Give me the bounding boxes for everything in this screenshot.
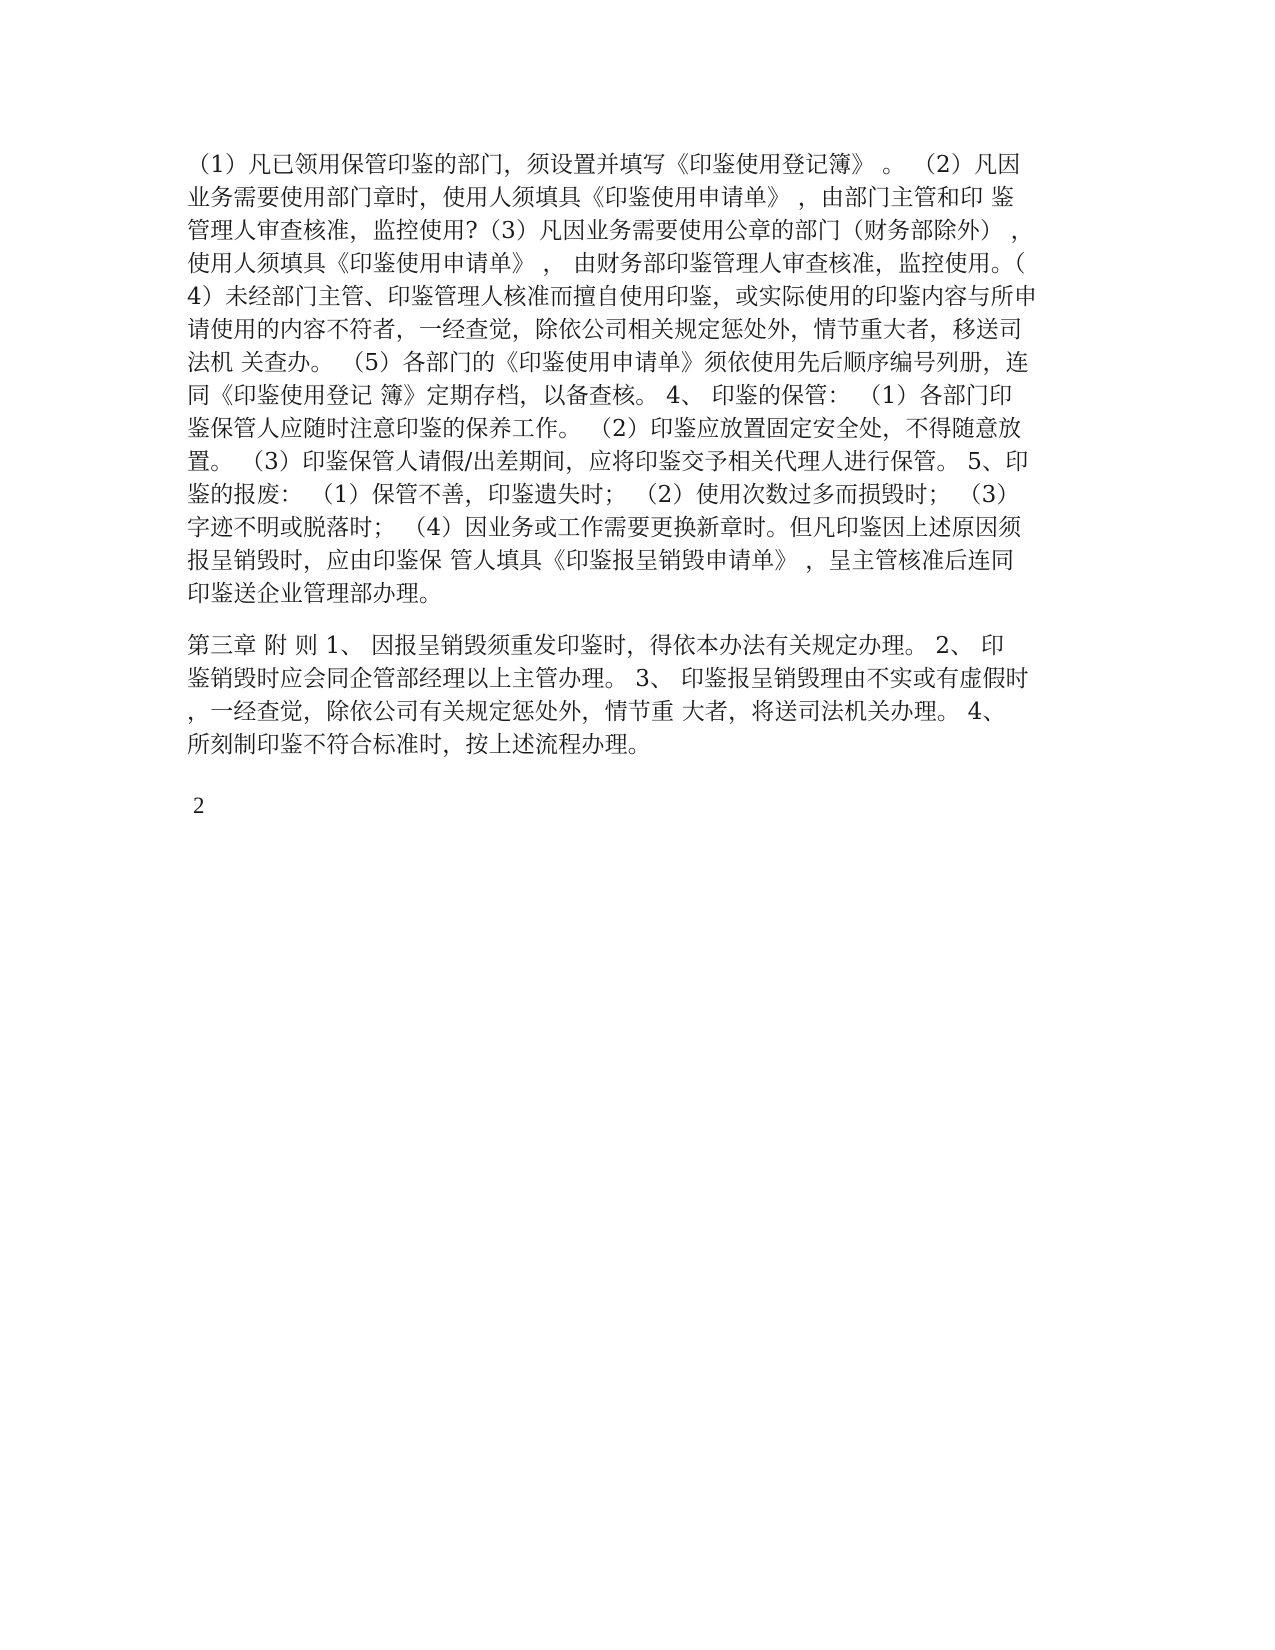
text-line: 鉴的报废： （1）保管不善，印鉴遗失时； （2）使用次数过多而损毁时； （3） [187, 482, 1020, 508]
text-line: 业务需要使用部门章时，使用人须填具《印鉴使用申请单》 ，由部门主管和印 鉴 [187, 185, 1015, 211]
text-line: 鉴保管人应随时注意印鉴的保养工作。 （2）印鉴应放置固定安全处，不得随意放 [187, 416, 1022, 442]
text-line: 同《印鉴使用登记 簿》定期存档，以备查核。 4、 印鉴的保管： （1）各部门印 [187, 383, 1013, 409]
text-line: 请使用的内容不符者，一经查觉，除依公司相关规定惩处外，情节重大者，移送司 [187, 317, 1023, 343]
page-number: 2 [193, 793, 205, 818]
text-line: 使用人须填具《印鉴使用申请单》 ， 由财务部印鉴管理人审查核准，监控使用。（ [187, 251, 1026, 277]
paragraph-seal-usage-rules [187, 149, 1092, 611]
text-line: 鉴销毁时应会同企管部经理以上主管办理。 3、 印鉴报呈销毁理由不实或有虚假时 [187, 666, 1029, 692]
text-line: ，一经查觉，除依公司有关规定惩处外，情节重 大者，将送司法机关办理。 4、 [187, 699, 1006, 725]
text-line: 印鉴送企业管理部办理。 [187, 581, 443, 607]
text-line: 字迹不明或脱落时； （4）因业务或工作需要更换新章时。但凡印鉴因上述原因须 [187, 515, 1022, 541]
text-line: （1）凡已领用保管印鉴的部门，须设置并填写《印鉴使用登记簿》 。 （2）凡因 [187, 152, 1021, 178]
text-line: 管理人审查核准，监控使用?（3）凡因业务需要使用公章的部门（财务部除外） ， [187, 218, 1034, 244]
text-line: 法机 关查办。 （5）各部门的《印鉴使用申请单》须依使用先后顺序编号列册，连 [187, 350, 1029, 376]
text-line: 置。 （3）印鉴保管人请假/出差期间，应将印鉴交予相关代理人进行保管。 5、印 [187, 449, 1029, 475]
text-line: 4）未经部门主管、印鉴管理人核准而擅自使用印鉴，或实际使用的印鉴内容与所申 [187, 284, 1038, 310]
text-line: 报呈销毁时，应由印鉴保 管人填具《印鉴报呈销毁申请单》 ，呈主管核准后连同 [187, 548, 1015, 574]
text-line: 第三章 附 则 1、 因报呈销毁须重发印鉴时，得依本办法有关规定办理。 2、 印 [187, 633, 1005, 659]
text-line: 所刻制印鉴不符合标准时，按上述流程办理。 [187, 732, 651, 758]
paragraph-chapter-three-supplementary [187, 630, 1092, 762]
